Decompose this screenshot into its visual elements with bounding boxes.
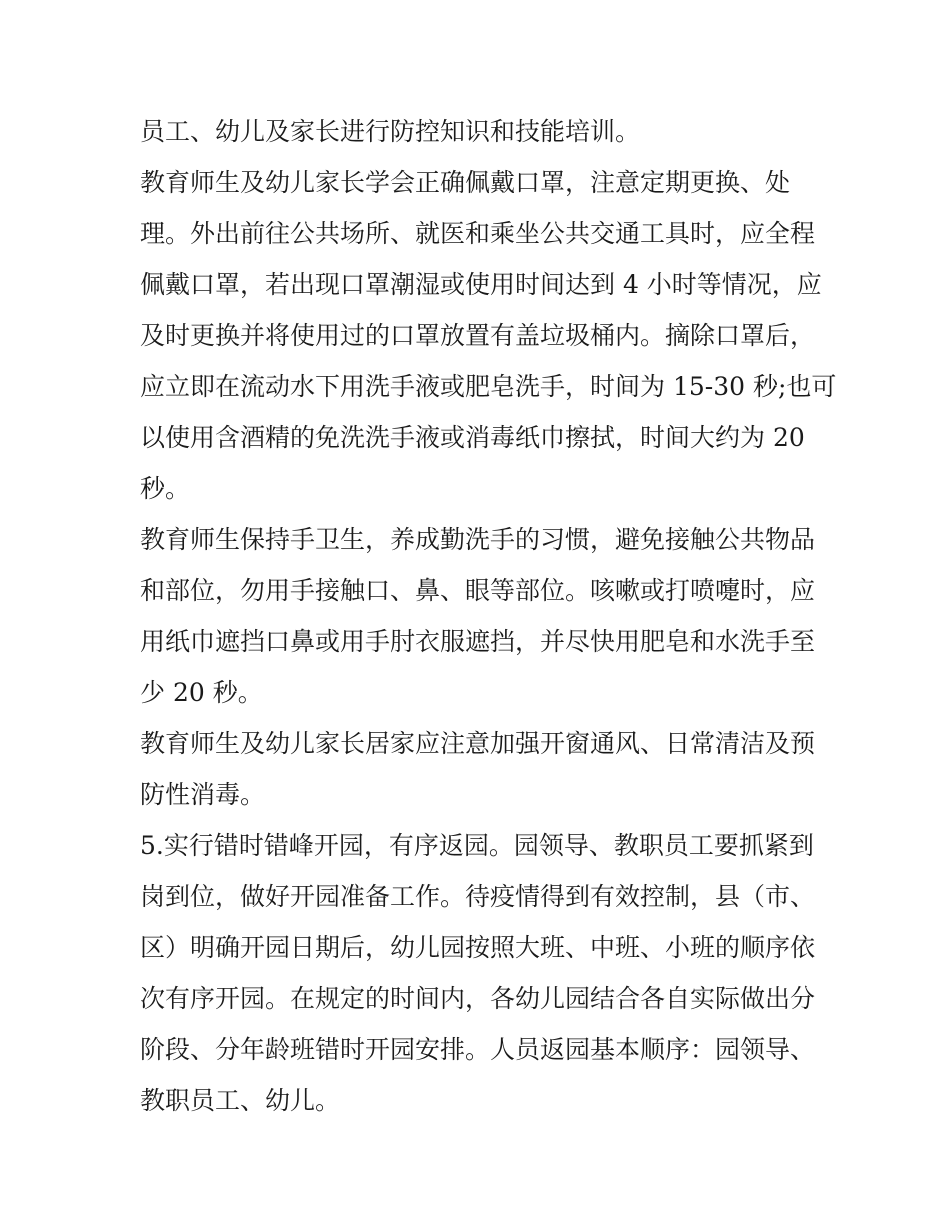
paragraph-hand-hygiene	[140, 514, 820, 718]
text-line: 以使用含酒精的免洗洗手液或消毒纸巾擦拭，时间大约为 20	[140, 423, 805, 452]
text-line: 和部位，勿用手接触口、鼻、眼等部位。咳嗽或打喷嚏时，应	[140, 576, 816, 605]
text-line: 次有序开园。在规定的时间内，各幼儿园结合各自实际做出分	[140, 984, 816, 1013]
text-line: 应立即在流动水下用洗手液或肥皂洗手，时间为 15-30 秒;也可	[140, 372, 837, 401]
paragraph-training	[140, 106, 820, 157]
text-line: 理。外出前往公共场所、就医和乘坐公共交通工具时，应全程	[140, 219, 816, 248]
text-line: 用纸巾遮挡口鼻或用手肘衣服遮挡，并尽快用肥皂和水洗手至	[140, 627, 816, 656]
paragraph-home-ventilation	[140, 718, 820, 820]
text-line: 教职员工、幼儿。	[140, 1086, 341, 1115]
document-body	[140, 106, 837, 1126]
paragraph-staggered-opening	[140, 820, 820, 1126]
text-line: 教育师生及幼儿家长学会正确佩戴口罩，注意定期更换、处	[140, 168, 791, 197]
text-line: 岗到位，做好开园准备工作。待疫情得到有效控制，县（市、	[140, 882, 816, 911]
text-line: 防性消毒。	[140, 780, 266, 809]
text-line: 秒。	[140, 474, 191, 503]
text-line: 教育师生保持手卫生，养成勤洗手的习惯，避免接触公共物品	[140, 525, 816, 554]
text-line: 及时更换并将使用过的口罩放置有盖垃圾桶内。摘除口罩后，	[140, 321, 816, 350]
text-line: 5.实行错时错峰开园，有序返园。园领导、教职员工要抓紧到	[140, 831, 814, 860]
paragraph-mask-guidance	[140, 157, 837, 514]
text-line: 区）明确开园日期后，幼儿园按照大班、中班、小班的顺序依	[140, 933, 816, 962]
text-line: 教育师生及幼儿家长居家应注意加强开窗通风、日常清洁及预	[140, 729, 816, 758]
text-line: 佩戴口罩，若出现口罩潮湿或使用时间达到 4 小时等情况，应	[140, 270, 822, 299]
text-line: 员工、幼儿及家长进行防控知识和技能培训。	[140, 117, 641, 146]
text-line: 阶段、分年龄班错时开园安排。人员返园基本顺序：园领导、	[140, 1035, 816, 1064]
text-line: 少 20 秒。	[140, 678, 263, 707]
